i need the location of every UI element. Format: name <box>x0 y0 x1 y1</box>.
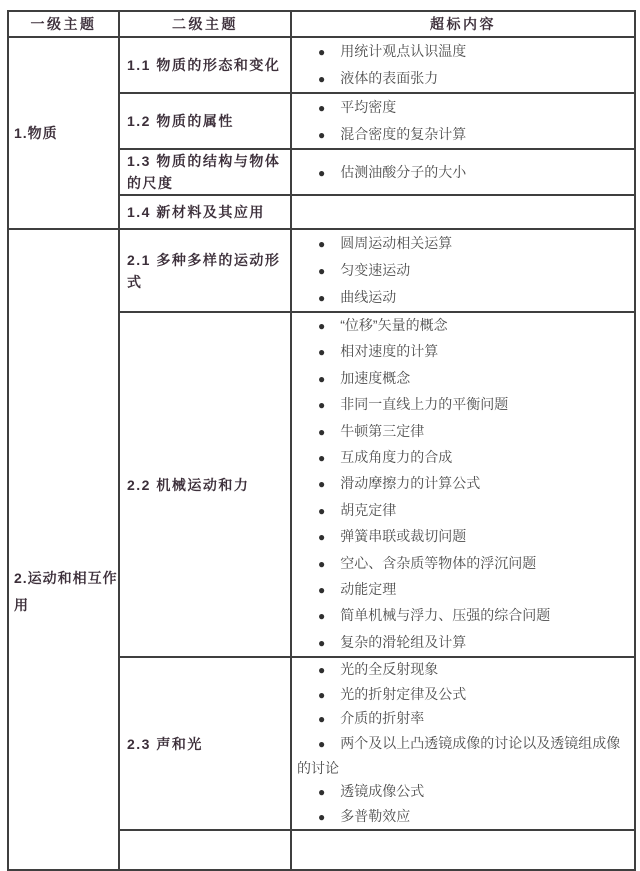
item-text: 介质的折射率 <box>340 710 425 727</box>
item-text: 匀变速运动 <box>340 262 411 278</box>
item-text: 弹簧串联或裁切问题 <box>340 528 467 545</box>
bullet-icon: ● <box>318 503 326 518</box>
bullet-list <box>297 38 624 92</box>
list-item <box>297 498 624 524</box>
subtopic-label: 2.2 机械运动和力 <box>119 312 291 657</box>
item-text: 空心、含杂质等物体的浮沉问题 <box>340 554 537 571</box>
item-text: 复杂的滑轮组及计算 <box>340 633 467 650</box>
list-item <box>297 392 624 418</box>
item-text: 圆周运动相关运算 <box>340 235 453 251</box>
item-text: 两个及以上凸透镜成像的讨论以及透镜组成像的讨论 <box>297 735 621 776</box>
header-exceeding-content: 超标内容 <box>291 11 635 37</box>
items-cell <box>291 149 635 195</box>
list-item <box>297 257 624 284</box>
bullet-icon: ● <box>318 165 326 180</box>
list-item <box>297 121 624 148</box>
list-item <box>297 159 624 186</box>
list-item <box>297 630 624 656</box>
bullet-icon: ● <box>318 609 326 624</box>
list-item <box>297 524 624 550</box>
items-cell-empty <box>291 195 635 229</box>
item-text: 胡克定律 <box>340 501 397 518</box>
item-text: 曲线运动 <box>340 289 397 305</box>
item-text: 互成角度力的合成 <box>340 449 453 466</box>
list-item <box>297 683 624 708</box>
list-item <box>297 339 624 365</box>
bullet-list <box>297 94 624 148</box>
bullet-list <box>297 230 624 311</box>
bullet-icon: ● <box>318 45 326 59</box>
bullet-list <box>297 658 624 829</box>
list-item <box>297 366 624 392</box>
table-row <box>8 37 635 93</box>
bullet-list <box>297 313 624 656</box>
item-text: 简单机械与浮力、压强的综合问题 <box>340 607 551 624</box>
subtopic-label: 1.2 物质的属性 <box>119 93 291 149</box>
list-item <box>297 603 624 629</box>
subtopic-label: 1.3 物质的结构与物体的尺度 <box>119 149 291 195</box>
subtopic-label: 1.4 新材料及其应用 <box>119 195 291 229</box>
list-item <box>297 471 624 497</box>
bullet-icon: ● <box>318 809 326 824</box>
bullet-icon: ● <box>318 556 326 571</box>
items-cell <box>291 37 635 93</box>
subtopic-label: 1.1 物质的形态和变化 <box>119 37 291 93</box>
table-row <box>8 229 635 312</box>
bullet-icon: ● <box>318 635 326 650</box>
item-text: “位移”矢量的概念 <box>340 317 448 333</box>
item-text: 透镜成像公式 <box>340 783 425 800</box>
list-item <box>297 780 624 805</box>
bullet-icon: ● <box>318 72 326 86</box>
subtopic-label: 2.3 声和光 <box>119 657 291 830</box>
items-cell <box>291 657 635 830</box>
list-item <box>297 551 624 577</box>
list-item <box>297 658 624 683</box>
bullet-icon: ● <box>318 687 326 702</box>
bullet-icon: ● <box>318 345 326 360</box>
bullet-icon: ● <box>318 264 326 278</box>
list-item <box>297 313 624 339</box>
header-row <box>8 11 635 37</box>
bullet-icon: ● <box>318 237 326 251</box>
bullet-icon: ● <box>318 477 326 492</box>
bullet-list <box>297 159 624 186</box>
bullet-icon: ● <box>318 398 326 413</box>
list-item <box>297 230 624 257</box>
header-level2-topic: 二级主题 <box>119 11 291 37</box>
list-item <box>297 65 624 92</box>
list-item <box>297 284 624 311</box>
list-item <box>297 94 624 121</box>
bullet-icon: ● <box>318 128 326 142</box>
item-text: 多普勒效应 <box>340 807 411 824</box>
item-text: 光的折射定律及公式 <box>340 685 467 702</box>
curriculum-standards-table <box>7 10 636 871</box>
bullet-icon: ● <box>318 663 326 678</box>
item-text: 非同一直线上力的平衡问题 <box>340 396 509 413</box>
list-item <box>297 805 624 830</box>
item-text: 加速度概念 <box>340 369 411 386</box>
item-text: 液体的表面张力 <box>340 70 439 86</box>
topic-cell-matter: 1.物质 <box>8 37 119 229</box>
item-text: 光的全反射现象 <box>340 661 439 678</box>
bullet-icon: ● <box>318 424 326 439</box>
items-cell <box>291 229 635 312</box>
bullet-icon: ● <box>318 451 326 466</box>
list-item <box>297 445 624 471</box>
list-item <box>297 419 624 445</box>
header-level1-topic: 一级主题 <box>8 11 119 37</box>
bullet-icon: ● <box>318 583 326 598</box>
bullet-icon: ● <box>318 319 326 333</box>
bullet-icon: ● <box>318 371 326 386</box>
bullet-icon: ● <box>318 291 326 305</box>
subtopic-label-empty <box>119 830 291 870</box>
bullet-icon: ● <box>318 737 326 752</box>
item-text: 用统计观点认识温度 <box>340 43 467 59</box>
list-item <box>297 38 624 65</box>
bullet-icon: ● <box>318 712 326 727</box>
bullet-icon: ● <box>318 785 326 800</box>
item-text: 估测油酸分子的大小 <box>340 163 467 180</box>
bullet-icon: ● <box>318 530 326 545</box>
item-text: 动能定理 <box>340 581 397 598</box>
item-text: 滑动摩擦力的计算公式 <box>340 475 481 492</box>
list-item <box>297 707 624 732</box>
items-cell <box>291 312 635 657</box>
bullet-icon: ● <box>318 101 326 115</box>
list-item <box>297 732 624 780</box>
item-text: 相对速度的计算 <box>340 343 439 360</box>
items-cell <box>291 93 635 149</box>
items-cell-empty <box>291 830 635 870</box>
item-text: 混合密度的复杂计算 <box>340 126 467 142</box>
subtopic-label: 2.1 多种多样的运动形式 <box>119 229 291 312</box>
topic-cell-motion-interaction: 2.运动和相互作用 <box>8 229 119 870</box>
list-item <box>297 577 624 603</box>
item-text: 牛顿第三定律 <box>340 422 425 439</box>
item-text: 平均密度 <box>340 99 397 115</box>
